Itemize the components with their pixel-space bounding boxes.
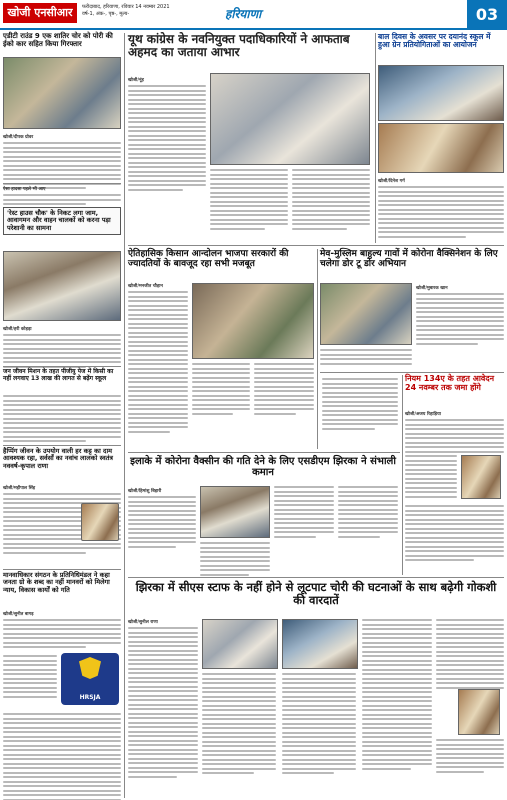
middle-third-story: [128, 378, 398, 573]
bottom-byline: खोजी/सुनील राणा: [128, 620, 158, 625]
left-column: [3, 33, 121, 798]
bottom-story: [128, 581, 504, 797]
bottom-headline: झिरका में सीएस स्टाफ के नहीं होने से लूटपाट चोरी की घटनाओं के साथ बढ़ेगी गोकशी की वारदातें: [135, 580, 497, 607]
story1-byline: खोजी/दीपक ग्रोवर: [3, 135, 34, 140]
hrsja-logo: [61, 653, 119, 705]
right-third-byline: खोजी/अजय रिहाड़िया: [405, 412, 441, 417]
right-second-headline: मेव-मुस्लिम बाहुल्य गावों में कोरोना वैक्सिनेशन के लिए चलेगा डोर टू डोर अभियान: [320, 249, 498, 270]
story2-byline: खोजी/हरी कोहड़ा: [3, 327, 32, 332]
logo-text: HRSJA: [79, 694, 101, 701]
bottom-photo-2: [282, 619, 358, 669]
story5-headline: मानवाधिकार संगठन के प्रतिनिधिमंडल ने कहा जनता ग्रो के शब्द का नहीं मानवरों को मिलेगा न्याय, विकास कार्यों को गति: [3, 571, 110, 594]
story1-photo: [3, 57, 121, 129]
middle-top-story: [128, 33, 372, 243]
dateline-line-1: फरीदाबाद, हरियाणा, रविवार 14 नवम्बर 2021: [82, 4, 170, 10]
right-second-story: [320, 249, 504, 369]
middle-second-headline: ऐतिहासिक किसान आन्दोलन भाजपा सरकारों की ज्यादतियों के बावजूद रहा सभी मजबूत: [128, 249, 289, 270]
middle-third-byline: खोजी/हिमांशु बिहारी: [128, 489, 162, 494]
right-top-headline: बाल दिवस के अवसर पर दयानंद स्कूल में हुआ ग्रेन प्रतियोगिताओं का आयोजन: [378, 32, 491, 50]
middle-top-byline: खोजी/नूंह: [128, 78, 144, 83]
right-top-photo: [378, 65, 504, 121]
story4-portrait: [81, 503, 119, 541]
brand-logo: खोजी एनसीआर: [3, 3, 77, 23]
masthead: [0, 0, 507, 30]
shield-icon: [79, 657, 101, 679]
story2-photo: [3, 251, 121, 321]
story2-headline: 'रेस्ट हाउस चौक' के निकट लगा जाम, आवागमन और वाहन चालकों को करना पड़ा परेशानी का सामना: [7, 209, 111, 232]
page-number: 03: [467, 0, 507, 30]
right-second-byline: खोजी/मुबारक खान: [416, 286, 448, 291]
story4-headline: हैप्पिंग जीवन के उपयोग वाली हर कट्ट का दाम आवश्यक रहा, सर्वसाँ का नवांच लालको स्वतंत्र नववर्ष-कृपाल राणा: [3, 447, 114, 470]
middle-second-byline: खोजी/मनजीत चौहान: [128, 284, 163, 289]
right-third-headline: नियम 134ए के तहत आवेदन 24 नवम्बर तक जमा होंगे: [405, 374, 495, 392]
right-top-photo-2: [378, 123, 504, 173]
middle-top-photo: [210, 73, 370, 165]
middle-top-headline: यूथ कांग्रेस के नवनियुक्त पदाधिकारियों ने आफताब अहमद का जताया आभार: [128, 32, 350, 60]
dateline-line-2: वर्ष-1, अंक-, पृष्ठ-, मूल्य-: [82, 11, 130, 17]
right-top-story: [378, 33, 504, 243]
bottom-photo-1: [202, 619, 278, 669]
section-title: हरियाणा: [225, 7, 262, 21]
story2-headline-box: [3, 207, 121, 235]
bottom-portrait: [458, 689, 500, 735]
middle-third-photo: [200, 486, 270, 538]
story1-headline: एडीटी राउंड 9 एक शातिर चोर को पोरी की ईको कार सहित किया गिरफ्तार: [3, 32, 113, 48]
dateline: [82, 4, 170, 18]
right-third-portrait: [461, 455, 501, 499]
story3-headline: जन जीवन मिशन के तहत पीजीयु पेज में किसी का नहीं लगवाए 13 लाख की लागत से बढ़ेंग स्कूल: [3, 368, 114, 382]
right-third-story: [405, 375, 504, 575]
middle-third-headline: इलाके में कोरोना वैक्सीन की गति देने के लिए एसडीएम झिरका ने संभाली कमान: [130, 456, 396, 479]
story4-byline: खोजी/महीपाल सिंह: [3, 486, 36, 491]
story2-inset-head: ऐसा हादसा पहले भी आए: [3, 187, 46, 192]
story5-byline: खोजी/सुनीत बागड़: [3, 612, 34, 617]
right-top-byline: खोजी/दिनेश गर्ग: [378, 179, 405, 184]
right-second-photo: [320, 283, 412, 345]
middle-second-photo: [192, 283, 314, 359]
